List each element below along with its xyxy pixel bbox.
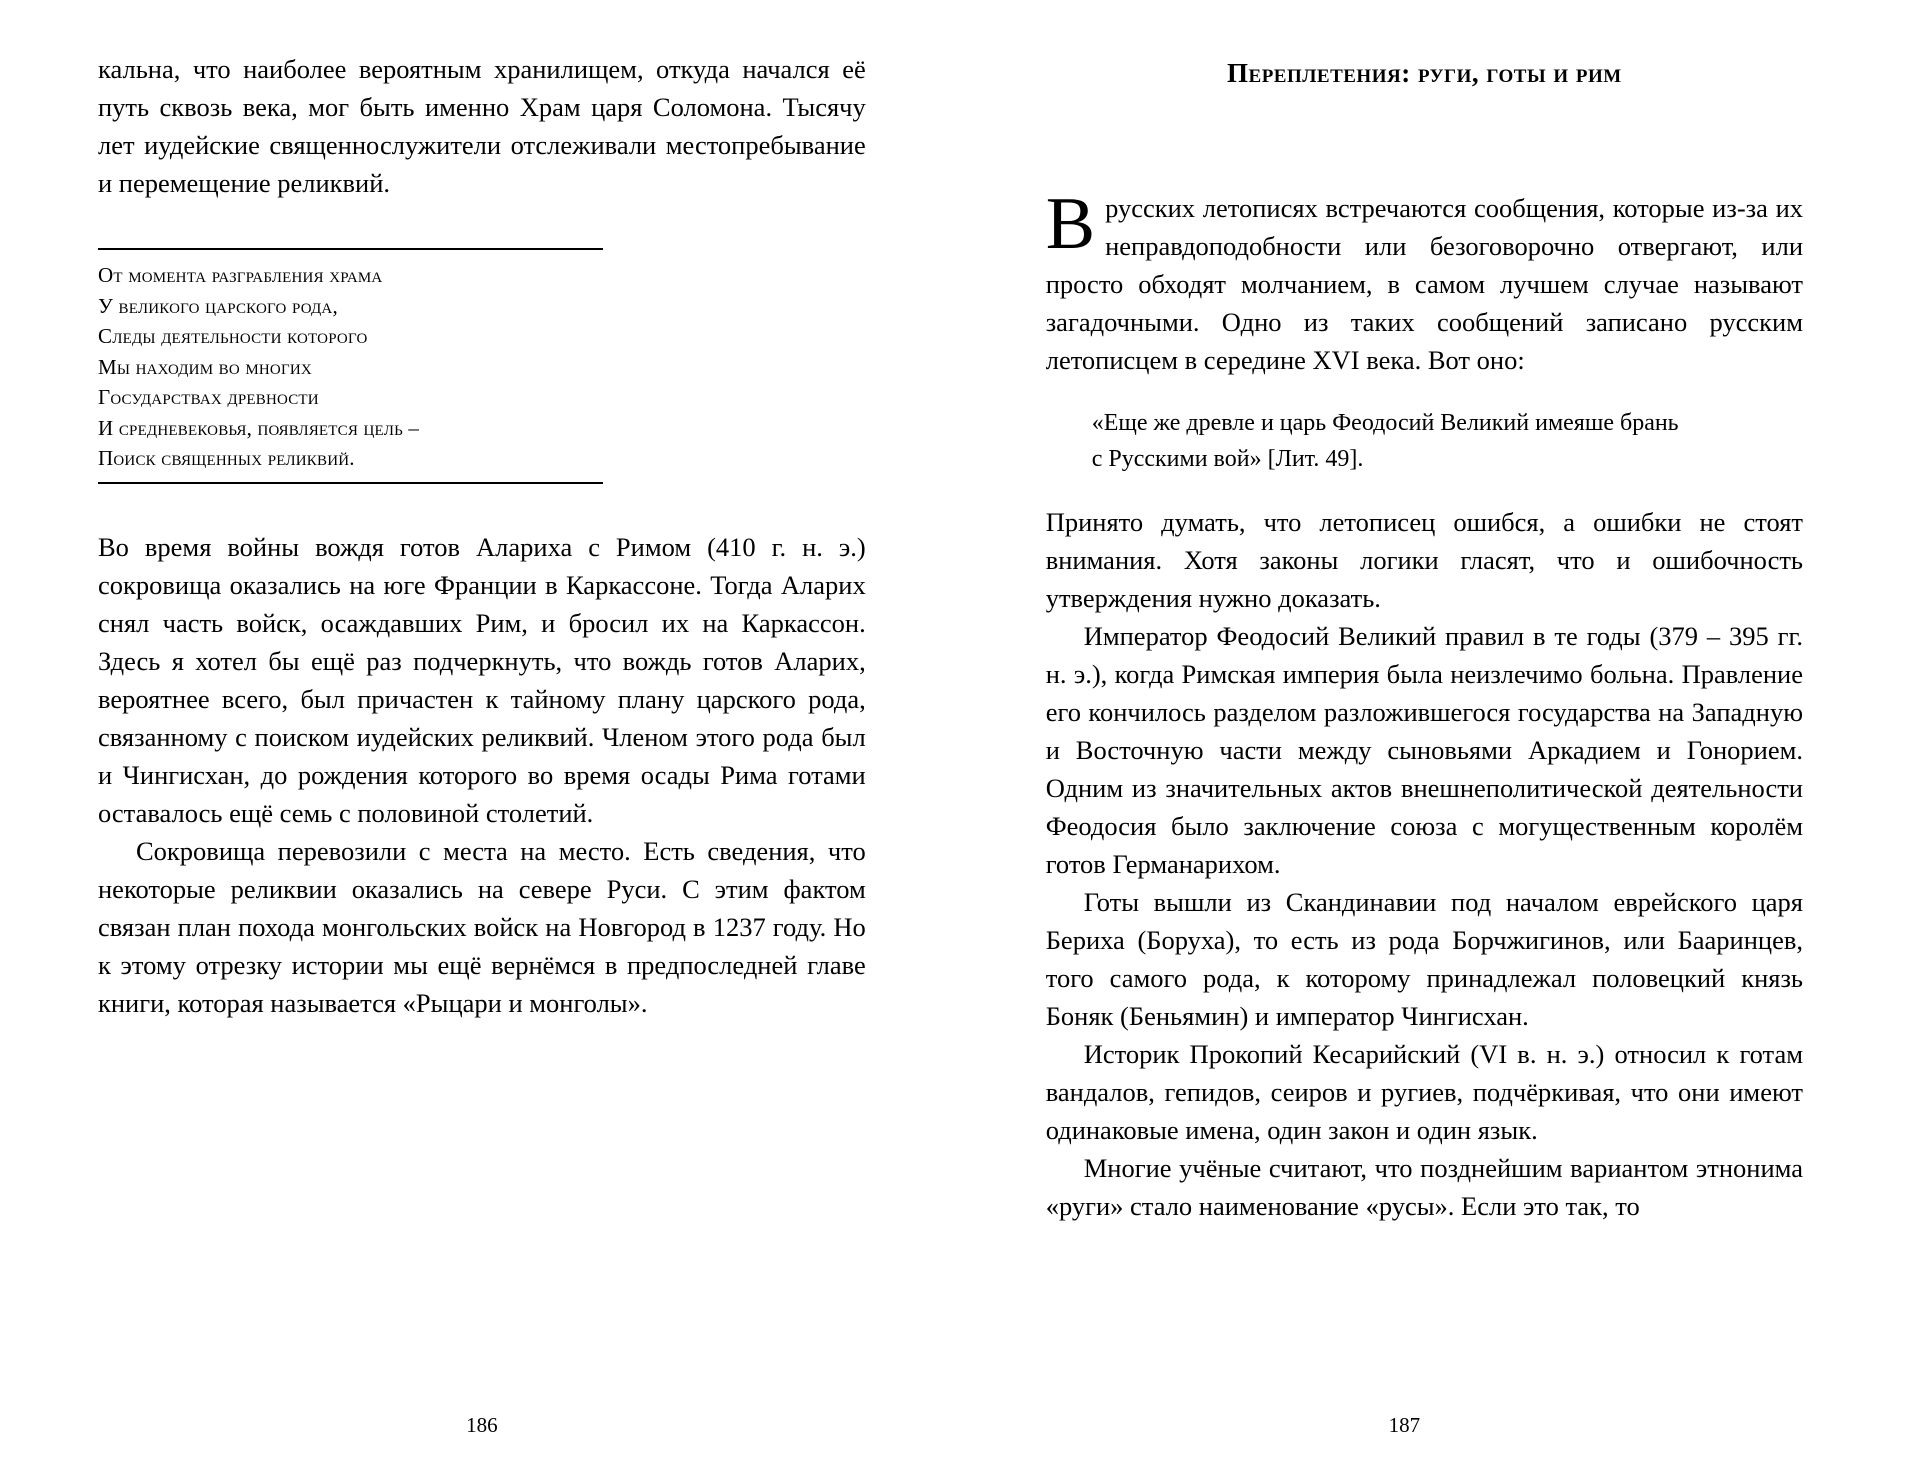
- paragraph-continued: кальна, что наиболее вероятным хранилищем, откуда начался её путь сквозь века, мог быть именно Храм царя Соломона. Тысячу лет иудейские священнослужители отслеживали местопребывание и перемещение реликвий.: [98, 54, 866, 198]
- quote-line: «Еще же древле и царь Феодосий Великий имеяше брань: [1091, 410, 1679, 436]
- callout-line: От момента разграбления храма: [98, 263, 383, 287]
- block-quote: [1046, 405, 1803, 477]
- callout-line: Поиск священных реликвий.: [98, 446, 355, 470]
- paragraph: Во время войны вождя готов Алариха с Римом (410 г. н. э.) сокровища оказались на юге Франции в Каркассоне. Тогда Аларих снял часть войск, осаждавших Рим, и бросил их на Каркассон. Здесь я хотел бы ещё раз подчеркнуть, что вождь готов Аларих, вероятнее всего, был причастен к тайному плану царского рода, связанному с поиском иудейских реликвий. Членом этого рода был и Чингисхан, до рождения которого во время осады Рима готами оставалось ещё семь с половиной столетий.: [98, 531, 866, 828]
- callout-line: У великого царского рода,: [98, 293, 338, 318]
- paragraph: Многие учёные считают, что позднейшим вариантом этнонима «руги» стало наименование «русы». Если это так, то: [1045, 1153, 1803, 1221]
- page-number-right: 187: [1388, 1413, 1421, 1437]
- paragraph: Принято думать, что летописец ошибся, а ошибки не стоят внимания. Хотя законы логики гласят, что и ошибочность утверждения нужно доказать.: [1045, 507, 1803, 613]
- callout-line: Мы находим во многих: [98, 354, 312, 379]
- drop-cap: В: [1045, 183, 1096, 265]
- paragraph: Сокровища перевозили с места на место. Есть сведения, что некоторые реликвии оказались на севере Руси. С этим фактом связан план похода монгольских войск на Новгород в 1237 году. Но к этому отрезку истории мы ещё вернёмся в предпоследней главе книги, которая называется «Рыцари и монголы».: [98, 835, 866, 1018]
- paragraph: Император Феодосий Великий правил в те годы (379 – 395 гг. н. э.), когда Римская империя была неизлечимо больна. Правление его кончилось разделом разложившегося государства на Западную и Восточную части между сыновьями Аркадием и Гонорием. Одним из значительных актов внешнеполитической деятельности Феодосия было заключение союза с могущественным королём готов Германарихом.: [1045, 621, 1803, 879]
- paragraph-opening: [1045, 183, 1803, 379]
- paragraph: Готы вышли из Скандинавии под началом еврейского царя Бериха (Боруха), то есть из рода Борчжигинов, или Бааринцев, того самого рода, к которому принадлежал половецкий князь Боняк (Беньямин) и император Чингисхан.: [1045, 887, 1803, 1031]
- spacer: [1046, 89, 1803, 189]
- page-right: [956, 40, 1873, 1460]
- callout-box: [98, 248, 603, 484]
- page-number-left: 186: [466, 1413, 498, 1437]
- page-left: [40, 40, 956, 1460]
- section-heading: Переплетения: руги, готы и рим: [1227, 58, 1622, 88]
- callout-line: Следы деятельности которого: [98, 324, 368, 348]
- paragraph-text: русских летописях встречаются сообщения, которые из-за их неправдоподобности или безоговорочно отвергают, или просто обходят молчанием, в самом лучшем случае называют загадочными. Одно из таких сообщений записано русским летописцем в середине XVI века. Вот оно:: [1045, 193, 1803, 375]
- quote-line: с Русскими вой» [Лит. 49].: [1091, 446, 1364, 472]
- callout-line: Государствах древности: [98, 385, 319, 409]
- paragraph: Историк Прокопий Кесарийский (VI в. н. э.) относил к готам вандалов, гепидов, сеиров и ругиев, подчёркивая, что они имеют одинаковые имена, один закон и один язык.: [1045, 1039, 1803, 1145]
- callout-line: И средневековья, появляется цель –: [98, 415, 420, 440]
